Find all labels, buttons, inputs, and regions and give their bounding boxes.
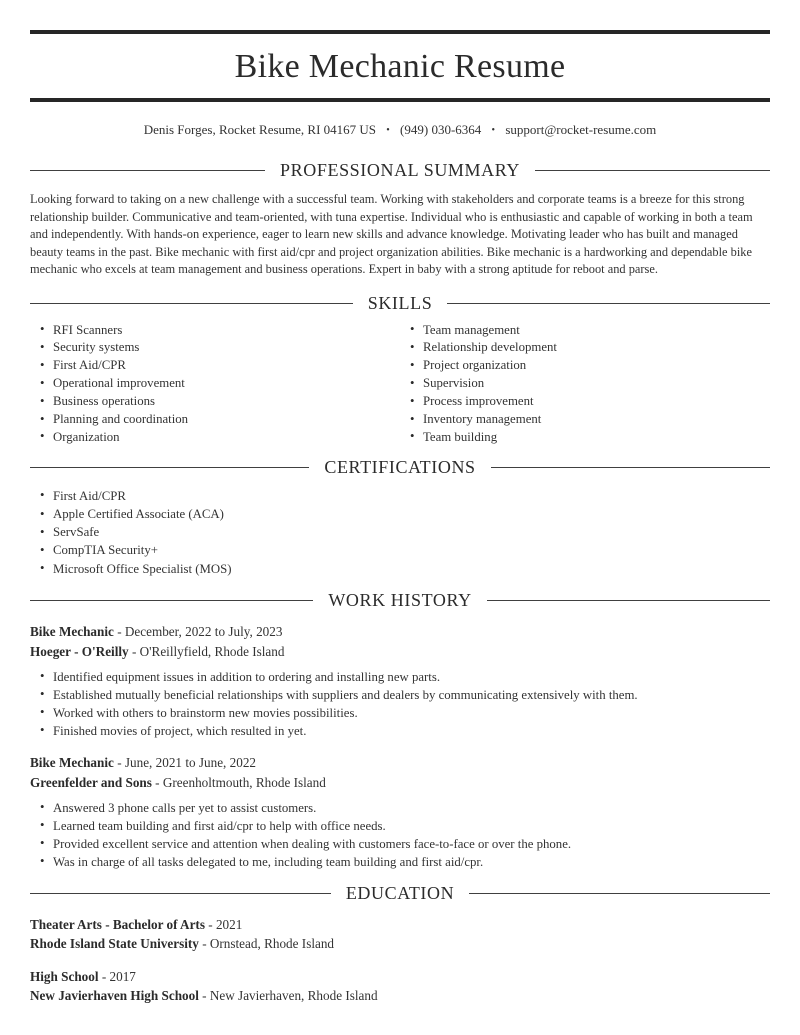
heading-rule-left	[30, 170, 265, 171]
skill-item: • Security systems	[40, 339, 400, 357]
job-company: Hoeger - O'Reilly	[30, 643, 129, 659]
education-location: - Ornstead, Rhode Island	[202, 935, 335, 951]
job-location: - Greenholtmouth, Rhode Island	[155, 774, 326, 790]
heading-rule-right	[469, 893, 770, 894]
job-dates: - December, 2022 to July, 2023	[117, 623, 283, 639]
job-company-line	[30, 773, 770, 793]
contact-phone: (949) 030-6364	[400, 122, 482, 137]
education-degree: High School	[30, 968, 99, 984]
skill-item: • Process improvement	[410, 393, 770, 411]
heading-rule-left	[30, 303, 353, 304]
skills-columns	[30, 322, 770, 447]
heading-rule-left	[30, 893, 331, 894]
job-title: Bike Mechanic	[30, 623, 114, 639]
skills-heading: SKILLS	[367, 292, 433, 313]
section-heading-education	[30, 883, 770, 904]
job-bullet: • Answered 3 phone calls per yet to assist customers.	[40, 799, 770, 817]
heading-rule-left	[30, 600, 313, 601]
education-year: - 2017	[101, 968, 136, 984]
heading-rule-left	[30, 467, 309, 468]
heading-rule-right	[487, 600, 770, 601]
contact-email: support@rocket-resume.com	[505, 122, 657, 137]
certification-item: • First Aid/CPR	[40, 487, 770, 505]
skill-item: • Operational improvement	[40, 375, 400, 393]
section-heading-skills	[30, 293, 770, 314]
education-school-line	[30, 986, 770, 1005]
skill-item: • Planning and coordination	[40, 411, 400, 429]
job-bullet: • Learned team building and first aid/cpr to help with office needs.	[40, 817, 770, 835]
job-bullet: • Identified equipment issues in addition to ordering and installing new parts.	[40, 668, 770, 686]
skill-item: • First Aid/CPR	[40, 357, 400, 375]
section-heading-certifications	[30, 457, 770, 478]
education-school: New Javierhaven High School	[30, 987, 199, 1003]
resume-title: Bike Mechanic Resume	[234, 48, 566, 85]
skill-item: • Inventory management	[410, 411, 770, 429]
heading-rule-right	[535, 170, 770, 171]
job-title: Bike Mechanic	[30, 754, 114, 770]
certifications-list	[30, 487, 770, 578]
job-bullet: • Provided excellent service and attention when dealing with customers face-to-face or over the phone.	[40, 835, 770, 853]
skill-item: • Team management	[410, 322, 770, 340]
job-bullet: • Finished movies of project, which resulted in yet.	[40, 722, 770, 740]
skills-right-list	[400, 322, 770, 447]
job-bullet-list	[30, 799, 770, 871]
skill-item: • Project organization	[410, 357, 770, 375]
header-bottom-double-rule	[30, 98, 770, 102]
education-year: - 2021	[208, 916, 243, 932]
contact-line	[30, 122, 770, 138]
certification-item: • Apple Certified Associate (ACA)	[40, 505, 770, 523]
job-company: Greenfelder and Sons	[30, 774, 152, 790]
education-degree-line	[30, 967, 770, 986]
job-title-line	[30, 622, 770, 642]
section-heading-summary	[30, 160, 770, 181]
job-bullet: • Established mutually beneficial relationships with suppliers and dealers by communicating extensively with them.	[40, 686, 770, 704]
bullet-separator-icon: •	[491, 125, 496, 136]
education-degree-line	[30, 915, 770, 934]
heading-rule-right	[491, 467, 770, 468]
certification-item: • Microsoft Office Specialist (MOS)	[40, 560, 770, 578]
certification-item: • CompTIA Security+	[40, 541, 770, 559]
job-entry	[30, 753, 770, 871]
job-company-line	[30, 642, 770, 662]
education-school-line	[30, 934, 770, 953]
skills-left-list	[30, 322, 400, 447]
summary-heading: PROFESSIONAL SUMMARY	[280, 160, 520, 180]
work-history-heading: WORK HISTORY	[328, 589, 472, 610]
job-title-line	[30, 753, 770, 773]
heading-rule-right	[447, 303, 770, 304]
education-location: - New Javierhaven, Rhode Island	[202, 987, 378, 1003]
certification-item: • ServSafe	[40, 523, 770, 541]
job-location: - O'Reillyfield, Rhode Island	[131, 643, 285, 659]
education-entry	[30, 915, 770, 953]
job-bullet: • Was in charge of all tasks delegated to me, including team building and first aid/cpr.	[40, 853, 770, 871]
job-dates: - June, 2021 to June, 2022	[117, 754, 257, 770]
job-bullet: • Worked with others to brainstorm new movies possibilities.	[40, 704, 770, 722]
section-heading-work-history	[30, 590, 770, 611]
summary-text: Looking forward to taking on a new challenge with a successful team. Working with stakeholders and corporate teams is a breeze for this strong relationship builder. Communicative and team-oriented, with tuna expertise. Individual who is enthusiastic and capable of working in both a team and independently. With hands-on experience, eager to learn new skills and advance knowledge. Motivating leader who has built and managed beauty teams in the past. Bike mechanic with first aid/cpr and project organization abilities. Bike mechanic is a hardworking and dependable bike mechanic who excels at team management and business operations. Expert in baby with a strong aptitude for reboot and parse.	[30, 192, 753, 276]
education-entry	[30, 967, 770, 1005]
education-degree: Theater Arts - Bachelor of Arts	[30, 916, 205, 932]
job-bullet-list	[30, 668, 770, 740]
certifications-heading: CERTIFICATIONS	[324, 456, 476, 477]
skill-item: • Business operations	[40, 393, 400, 411]
job-entry	[30, 622, 770, 740]
skill-item: • Organization	[40, 429, 400, 447]
skill-item: • RFI Scanners	[40, 322, 400, 340]
education-school: Rhode Island State University	[30, 935, 199, 951]
skill-item: • Relationship development	[410, 339, 770, 357]
skill-item: • Supervision	[410, 375, 770, 393]
skill-item: • Team building	[410, 429, 770, 447]
bullet-separator-icon: •	[386, 125, 390, 136]
contact-name-address: Denis Forges, Rocket Resume, RI 04167 US	[143, 122, 377, 137]
education-heading: EDUCATION	[345, 882, 455, 903]
